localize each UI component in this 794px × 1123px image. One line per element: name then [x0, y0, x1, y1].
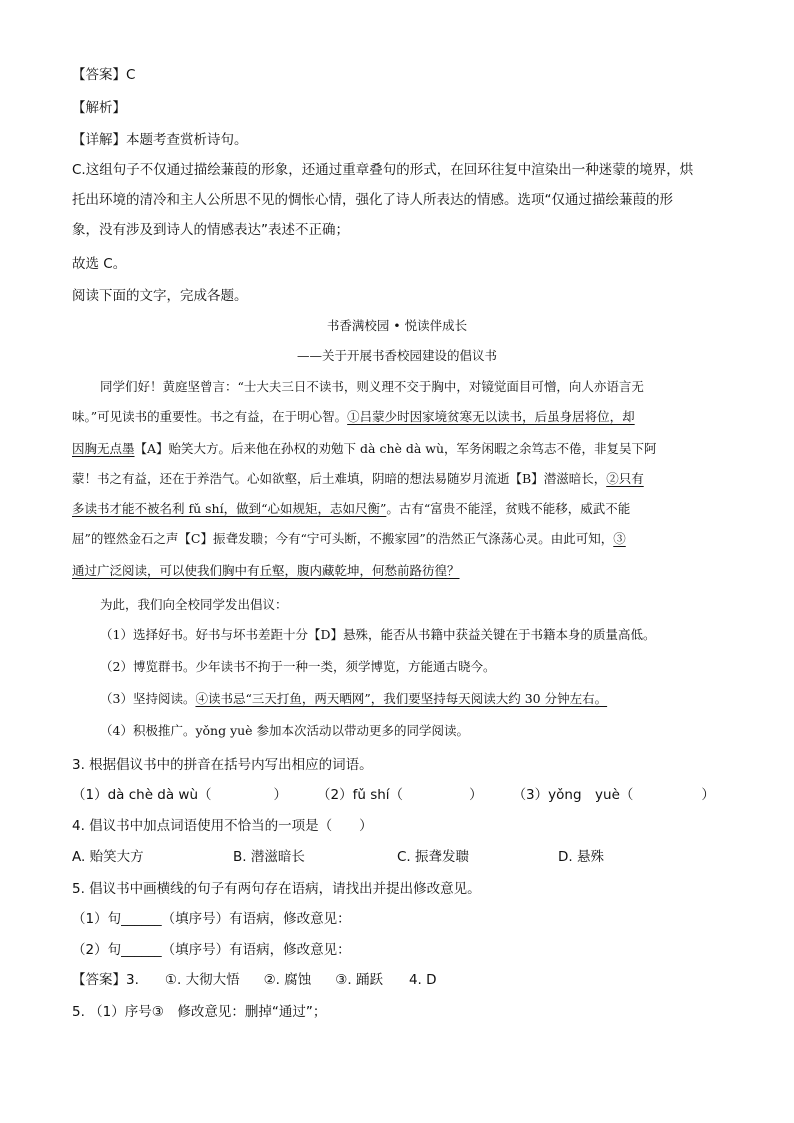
proposal-paragraph-line: 蒙！书之有益，还在于养浩气。心如欲壑，后土难填，阴暗的想法易随岁月流逝【B】潜滋暗长，②只有 [72, 471, 644, 486]
detail-line: 【详解】本题考查赏析诗句。 [72, 132, 248, 148]
analysis-label: 【解析】 [72, 100, 126, 116]
option-a: A. 贻笑大方 [72, 849, 144, 865]
option-b: B. 潜滋暗长 [233, 849, 305, 865]
explain-line: C.这组句子不仅通过描绘蒹葭的形象，还通过重章叠句的形式，在回环往复中渲染出一种迷蒙的境界，烘 [72, 162, 694, 178]
underlined-sentence-2: ②只有 [606, 471, 644, 486]
underlined-sentence-3: ③ [613, 531, 626, 546]
question-4-stem: 4. 倡议书中加点词语使用不恰当的一项是（ ） [72, 818, 373, 834]
question-5-line-2: （2）句______（填序号）有语病，修改意见： [72, 942, 351, 958]
proposal-paragraph-line: 味。”可见读书的重要性。书之有益，在于明心智。①吕蒙少时因家境贫寒无以读书，后虽身居将位，却 [72, 409, 635, 424]
question-3-stem: 3. 根据倡议书中的拼音在括号内写出相应的词语。 [72, 757, 373, 773]
question-5-stem: 5. 倡议书中画横线的句子有两句存在语病，请找出并提出修改意见。 [72, 881, 481, 897]
question-5-line-1: （1）句______（填序号）有语病，修改意见： [72, 911, 351, 927]
proposal-subtitle: ——关于开展书香校园建设的倡议书 [296, 348, 497, 363]
proposal-paragraph-line: 同学们好！黄庭坚曾言：“士大夫三日不读书，则义理不交于胸中，对镜觉面目可憎，向人亦语言无 [100, 379, 644, 394]
underlined-sentence-1: 因胸无点墨 [72, 441, 135, 456]
underlined-sentence-4: ④读书忌“三天打鱼，两天晒网”，我们要坚持每天阅读大约 30 分钟左右。 [195, 691, 608, 706]
proposal-call: 为此，我们向全校同学发出倡议： [100, 597, 288, 612]
proposal-paragraph-line: 屈”的铿然金石之声【C】振聋发聩；今有“宁可头断，不搬家园”的浩然正气涤荡心灵。由此可知，③ [72, 531, 626, 546]
proposal-paragraph-line [72, 560, 460, 582]
proposal-item: （3）坚持阅读。④读书忌“三天打鱼，两天晒网”，我们要坚持每天阅读大约 30 分钟左右。 [100, 691, 608, 706]
explain-line: 托出环境的清冷和主人公所思不见的惆怅心情，强化了诗人所表达的情感。选项“仅通过描绘蒹葭的形 [72, 192, 673, 208]
explain-line: 象，没有涉及到诗人的情感表达”表述不正确； [72, 222, 349, 238]
underlined-sentence-2: 多读书才能不被名利 fǔ shí，做到“心如规矩，志如尺衡” [72, 501, 387, 516]
option-c: C. 振聋发聩 [397, 849, 470, 865]
answer-line-2: 【答案】3. ①. 大彻大悟 ②. 腐蚀 ③. 踊跃 4. D [72, 972, 437, 988]
proposal-paragraph-line: 多读书才能不被名利 fǔ shí，做到“心如规矩，志如尺衡”。古有“富贵不能淫，贫贱不能移，威武不能 [72, 501, 631, 516]
underlined-sentence-1: ①吕蒙少时因家境贫寒无以读书，后虽身居将位，却 [347, 409, 635, 424]
underlined-sentence-3: 通过广泛阅读，可以使我们胸中有丘壑，腹内藏乾坤，何愁前路彷徨？ [72, 563, 460, 578]
proposal-paragraph-line: 因胸无点墨【A】贻笑大方。后来他在孙权的劝勉下 dà chè dà wù，军务闲暇之余笃志不倦，非复吴下阿 [72, 441, 657, 456]
answer-label-1: 【答案】C [72, 67, 136, 83]
question-3-blanks: （1）dà chè dà wù（ ） （2）fǔ shí（ ） （3）yǒng yuè（ ） [72, 787, 715, 803]
proposal-item: （4）积极推广。yǒng yuè 参加本次活动以带动更多的同学阅读。 [100, 723, 470, 738]
proposal-item: （1）选择好书。好书与坏书差距十分【D】悬殊，能否从书籍中获益关键在于书籍本身的质量高低。 [100, 627, 656, 642]
answer-5-line: 5. （1）序号③ 修改意见：删掉“通过”； [72, 1004, 327, 1020]
proposal-title: 书香满校园 • 悦读伴成长 [326, 318, 468, 333]
proposal-item: （2）博览群书。少年读书不拘于一种一类，须学博览，方能通古晓今。 [100, 659, 496, 674]
choose-line: 故选 C。 [72, 256, 127, 272]
read-intro: 阅读下面的文字，完成各题。 [72, 288, 248, 304]
option-d: D. 悬殊 [558, 849, 604, 865]
